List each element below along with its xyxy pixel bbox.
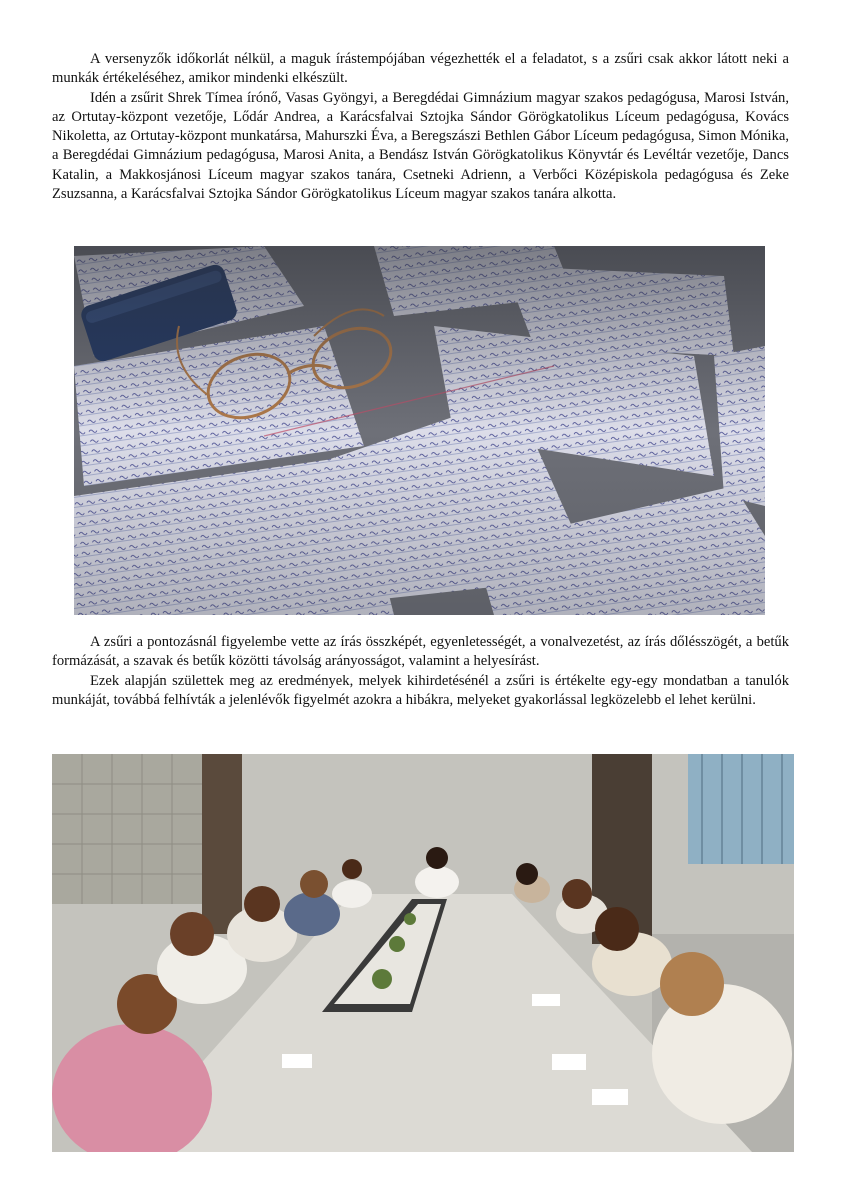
- paragraph: Idén a zsűrit Shrek Tímea írónő, Vasas Gyöngyi, a Beregdédai Gimnázium magyar szakos pedagógusa, Marosi István, az Ortutay-központ vezetője, Lődár Andrea, a Karácsfalvai Sztojka Sándor Görögkatolikus Líceum pedagógusa, Kovács Nikoletta, az Ortutay-központ munkatársa, Mahurszki Éva, a Beregszászi Bethlen Gábor Líceum pedagógusa, Simon Mónika, a Beregdédai Gimnázium pedagógusa, Marosi Anita, a Bendász István Görögkatolikus Könyvtár és Levéltár vezetője, Dancs Katalin, a Makkosjánosi Líceum magyar szakos tanára, Csetneki Adrienn, a Verbőci Középiskola pedagógusa és Zeke Zsuzsanna, a Karácsfalvai Sztojka Sándor Görögkatolikus Líceum magyar szakos tanára alkotta.: [52, 89, 789, 203]
- paragraph: A versenyzők időkorlát nélkül, a maguk írástempójában végezhették el a feladatot, s a zsűri csak akkor látott neki a munkák értékeléséhez, amikor mindenki elkészült.: [52, 51, 789, 87]
- article-text-bottom: [52, 633, 789, 710]
- photo-handwritten-papers: [74, 246, 765, 615]
- photo-papers-illustration: [74, 246, 765, 615]
- door-frame: [202, 754, 242, 934]
- paragraph: A zsűri a pontozásnál figyelembe vette az írás összképét, egyenletességét, a vonalvezetést, az írás dőlésszögét, a betűk formázását, a szavak és betűk közötti távolság arányosságot, valamint a helyesírást.: [52, 634, 789, 670]
- photo-classroom-illustration: [52, 754, 794, 1152]
- article-text-top: [52, 50, 789, 204]
- photo-students-writing: [52, 754, 794, 1152]
- wall-panel: [52, 754, 202, 904]
- paragraph: Ezek alapján születtek meg az eredmények, melyek kihirdetésénél a zsűri is értékelte egy-egy mondatban a tanulók munkáját, továbbá felhívták a jelenlévők figyelmét azokra a hibákra, melyeket gyakorlással legközelebb el lehet kerülni.: [52, 672, 789, 708]
